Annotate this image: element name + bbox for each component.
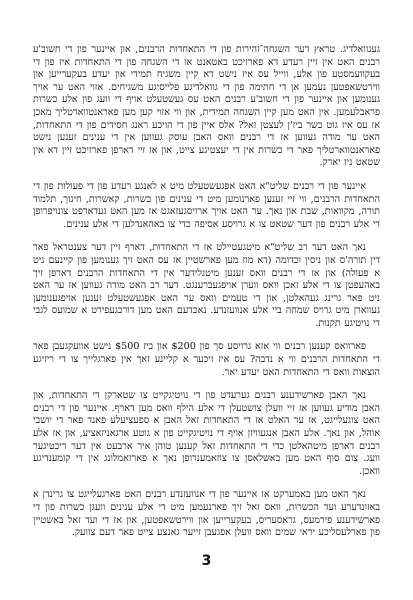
page-number: 3 [201, 553, 212, 569]
paragraph-3: נאך האט דער רב שליט"א מיטגעטיילט אז די התאחדות, דארף זיין דער צענטראל פאר דין תורה'ס און ניסין וכדומה (דא מוז מען פארשטיין אז עס האט זיך גענומען פון קיינעם ניט א פעולה) און אז די רבנים וואס זענען מיטגלידער אין די התאחדות הרבנים דארפן זיך באהעפטן צו די אלע זאכן וואס ווערן אויפגעברענגט. דער רב האט מודה געווען אז ער האט ניט פאר גרינג געהאלטן, און די טעמים וואס ער האט אפגעשטעלט זענען אויפגענומען געווארן מיט גרויס שמחה ביי אלע אנוועזנדע. נאכדעם האט מען דורכגעפירט א שמועס לגבי די נויטיגע תקנות. [33, 242, 380, 329]
paragraph-1: גענוואלדיג. טראץ דער השגחה־זהירות פון די התאחדות הרבנים, און איינער פון די חשוב'ע רבנים האט אין זיין רעדע דא פארזיכט באטאנט אז די השגחה פון די התאחדות איז פון די בעקוועמסטע פון אלע, ווייל עס איז נישט דא קיין משגיח תמידי און יעדע בעקערייען און ווירטשאפטען נעמען אן די חתימה פון די גוואלדיגע פלייסיגע משגיחים. אזוי האט ער אויך גענומען און איינער פון די חשוב'ע רבנים האט עס געשטעלט אויף די וועג פון אלע כשרות פראבלעמען. אין האט מען קיין השגחה תמידית, און ווי אזוי קען מען פאראנטווארטליך מאכן אז עס איז גוט כשר ביז'ן לעצטן זאל? אלס איין פון די הויכע ראנג חסידים פון די התאחדות, האט ער מודה געווען אז די רבנים וואס האבן עוסק געווען אין די ענינים זענען נישט פאראנטווארטליך פאר די כשרות אין די יעצטיגע צייט, און אז זיי דארפן פארזיכט זיין דא אין שטאט ניו יארק. [33, 44, 380, 169]
paragraph-2: איינער פון די רבנים שליט"א האט אפגעשטעלט מיט א לאנגע רעדע פון די פעולות פון די התאחדות הרבנים, ווי זיי זענען פארנומען מיט די ענינים פון כשרות, קאשרות, חינוך, תלמוד תורה, מקוואות, שבת און נאך. ער האט אויך ארויסגעזאגט אז מען האט געדארפט צונויפרופן די אלע רבנים פון דער שטאט צו א גרויסע אסיפה כדי צו באהאנדלען די אלע ענינים. [33, 180, 380, 230]
paragraph-6: נאך האט מען באמערקט אז איינער פון די אנוועזנדע רבנים האט פארגעלייגט צו גרינדן א באזונדערע ועד הכשרות, וואס זאל זיך פארנעמען מיט די אלע ענינים וועגן כשרות פון די פארשידענע פירמעס, גראסעריס, בעקערייען און ווירטשאפטען, און אז די ועד זאל באשטיין פון פארלעסליכע יראי שמים וואס וועלן אפגעבן זייער גאנצע צייט פאר דעם צוועק. [33, 489, 380, 539]
paragraph-4: פארוואס קענען רבנים ווי אזא גרויסע סך פון $200 און ביז $500 נישט אוועקגעבן פאר די התאחדות הרבנים ווי א נדבה? עס איז זיכער א קליינע זאך אין פארגלייך צו די ריזיגע הוצאות וואס די התאחדות האט יעדע יאר. [33, 341, 380, 378]
paragraph-5: נאך האבן פארשידענע רבנים גערעדט פון די נויטיגקייט צו שטארקן די התאחדות, און האבן מודיע געווען אז זיי וועלן צושטעלן די אלע הילף וואס מען דארף. איינער פון די רבנים האט צוגעלייגט, אז ער האלט אז די התאחדות זאל האבן א ספעציעלע פאנד פאר די יושבי אוהל, און נאך. אלע האבן אנגעוויזן אויף די נויטיגקייט פון א גוטע ארגאניזאציע, און אז אלע רבנים דארפן מיטהאלטן כדי די התאחדות זאל קענען טוהן איר ארבעט אין דער ריכטיגער וועג. צום סוף האט מען באשלאסן צו צוזאמענרופן נאך א פארזאמלונג אין די קומענדיגע וואכן. [33, 390, 380, 477]
